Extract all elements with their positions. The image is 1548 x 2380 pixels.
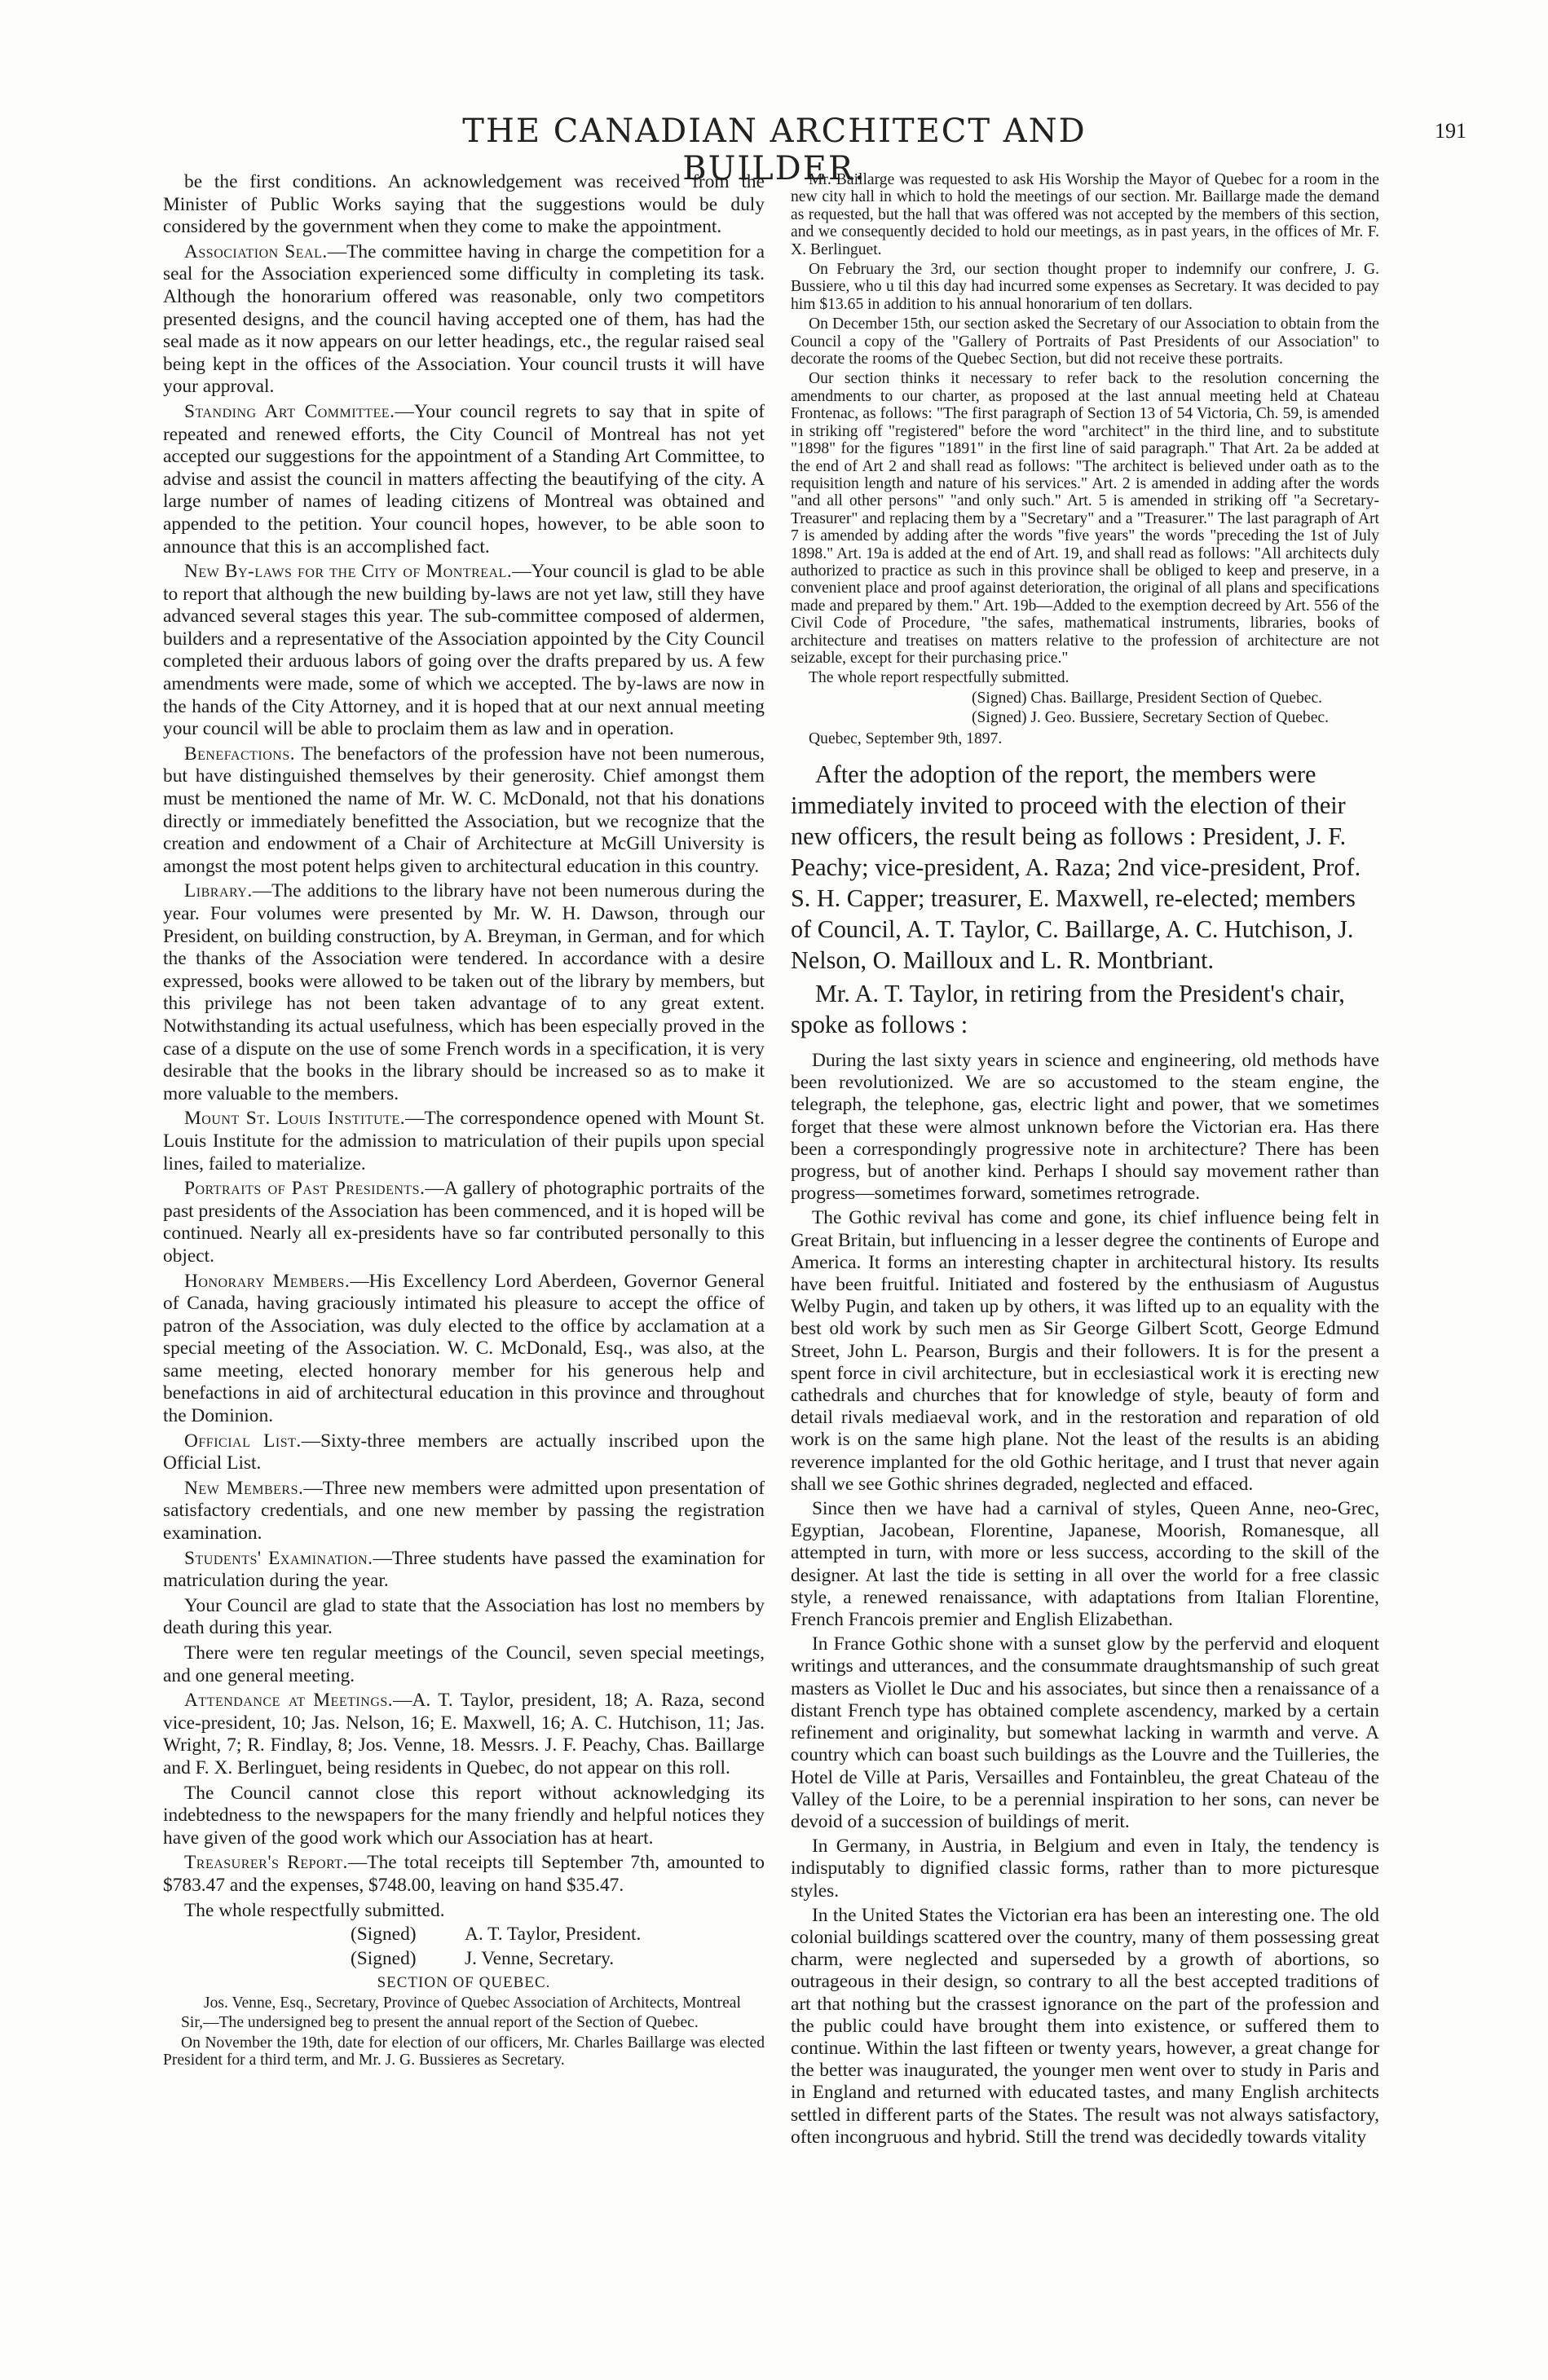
paragraph: Treasurer's Report.—The total receipts till September 7th, amounted to $783.47 and the expenses, $748.00, leaving on hand $35.47.: [163, 1852, 765, 1896]
section-heading: Mount St. Louis Institute.: [184, 1108, 406, 1130]
section-heading: Official List.: [184, 1430, 302, 1452]
paragraph: New Members.—Three new members were admitted upon presentation of satisfactory credentials, and one new member by passing the registration examination.: [163, 1477, 765, 1545]
paragraph: On February the 3rd, our section thought proper to indemnify our confrere, J. G. Bussiere, who u til this day had incurred some expenses as Secretary. It was decided to pay him $13.65 in addition to his annual honorarium of ten dollars.: [791, 261, 1379, 313]
paragraph: The Gothic revival has come and gone, its chief influence being felt in Great Britain, but influencing in a lesser degree the continents of Europe and America. It forms an interesting chapter in architectural history. Its results have been fruitful. Initiated and fostered by the enthusiasm of Augustus Welby Pugin, and taken up by others, it was lifted up to an equality with the best old work by such men as Sir George Gilbert Scott, George Edmund Street, John L. Pearson, Burgis and their followers. It is for the present a spent force in civil architecture, but in ecclesiastical work it is erecting new cathedrals and churches that for knowledge of style, beauty of form and detail rivals mediaeval work, and in the restoration and reparation of old work is on the same high plane. Not the least of the results is an abiding reverence implanted for the old Gothic heritage, and I trust that never again shall we see Gothic shrines degraded, neglected and effaced.: [791, 1207, 1379, 1495]
paragraph: Your Council are glad to state that the Association has lost no members by death during this year.: [163, 1594, 765, 1639]
election-summary: [791, 759, 1379, 1040]
paragraph: On December 15th, our section asked the Secretary of our Association to obtain from the Council a copy of the "Gallery of Portraits of Past Presidents of our Association" to decorate the rooms of the Quebec Section, but did not receive these portraits.: [791, 315, 1379, 368]
paragraph: Our section thinks it necessary to refer back to the resolution concerning the amendments to our charter, as proposed at the last annual meeting held at Chateau Frontenac, as follows: "The first paragraph of Section 13 of 54 Victoria, Ch. 59, is amended in striking off "registered" before the word "architect" in the third line, and to substitute "1898" for the figures "1891" in the first line of said paragraph." That Art. 2a be added at the end of Art 2 and shall read as follows: "The architect is believed under oath as to the requisition length and nature of his services." Art. 2 is amended in adding after the words "and all other persons" "and only such." Art. 5 is amended in striking off "a Secretary-Treasurer" and replacing them by a "Secretary" and a "Treasurer." The last paragraph of Art 7 is amended by adding after the words "five years" the words "preceding the 1st of July 1898." Art. 19a is added at the end of Art. 19, and shall read as follows: "All architects duly authorized to practice as such in this province shall be obliged to keep and preserve, in a convenient place and proof against deterioration, the original of all plans and specifications made and prepared by them." Art. 19b—Added to the exemption decreed by Art. 556 of the Civil Code of Procedure, "the safes, mathematical instruments, libraries, books of architecture and treatises on matters relative to the profession of architecture are not seizable, except for their purchasing price.": [791, 370, 1379, 667]
paragraph: During the last sixty years in science and engineering, old methods have been revolutionized. We are so accustomed to the steam engine, the telegraph, the telephone, gas, electric light and power, that we sometimes forget that these were almost unknown before the Victorian era. Has there been a correspondingly progressive note in architecture? There has been progress, but of another kind. Perhaps I should say movement rather than progress—sometimes forward, sometimes retrograde.: [791, 1050, 1379, 1205]
section-heading: Library.: [184, 880, 253, 902]
date-line: Quebec, September 9th, 1897.: [809, 729, 1003, 747]
paragraph: The Council cannot close this report without acknowledging its indebtedness to the newspapers for the many friendly and helpful notices they have given of the good work which our Association has at heart.: [163, 1782, 765, 1849]
page-header: [0, 112, 1548, 187]
paragraph: Benefactions. The benefactors of the profession have not been numerous, but have distinguished themselves by their generosity. Chief amongst them must be mentioned the name of Mr. W. C. McDonald, not that his donations directly or immediately benefitted the Association, but we recognize that the creation and endowment of a Chair of Architecture at McGill University is amongst the most potent helps given to architectural education in this country.: [163, 743, 765, 877]
section-heading: Treasurer's Report.: [184, 1852, 348, 1874]
section-heading: Benefactions.: [184, 743, 296, 765]
paragraph: Honorary Members.—His Excellency Lord Aberdeen, Governor General of Canada, having graciously intimated his pleasure to accept the office of patron of the Association, was duly elected to the office by acclamation at a special meeting of the Association. W. C. McDonald, Esq., was also, at the same meeting, elected honorary member for his generous help and benefactions in aid of architectural education in this province and throughout the Dominion.: [163, 1270, 765, 1427]
paragraph: Portraits of Past Presidents.—A gallery of photographic portraits of the past presidents of the Association has been commenced, and it is hoped will be continued. Nearly all ex-presidents have so far contributed personally to this object.: [163, 1178, 765, 1267]
section-heading: Standing Art Committee.: [184, 400, 395, 422]
paragraph: Standing Art Committee.—Your council regrets to say that in spite of repeated and renewed efforts, the City Council of Montreal has not yet accepted our suggestions for the appointment of a Standing Art Committee, to advise and assist the council in matters affecting the beautifying of the city. A large number of names of leading citizens of Montreal was obtained and appended to the petition. Your council hopes, however, to be able soon to announce that this is an accomplished fact.: [163, 400, 765, 558]
page-number: 191: [1435, 119, 1466, 143]
address-line: Jos. Venne, Esq., Secretary, Province of Quebec Association of Architects, Montreal: [204, 1994, 741, 2012]
quebec-report: [791, 171, 1379, 747]
section-heading: Association Seal.: [184, 240, 328, 262]
paragraph: In France Gothic shone with a sunset glow by the perfervid and eloquent writings and utterances, and the consummate draughtsmanship of such great masters as Viollet le Duc and his associates, but since then a renaissance of a distant French type has obtained complete ascendency, marked by a certain refinement and originality, but somewhat lacking in warmth and verve. A country which can boast such buildings as the Louvre and the Tuilleries, the Hotel de Ville at Paris, Versailles and Fontainbleu, the great Chateau of the Valley of the Loire, to be a perennial inspiration to her sons, can never be devoid of a succession of buildings of merit.: [791, 1633, 1379, 1832]
paragraph: Mr. A. T. Taylor, in retiring from the President's chair, spoke as follows :: [791, 980, 1345, 1038]
signature-line: (Signed) Chas. Baillarge, President Section of Quebec.: [972, 689, 1323, 707]
paragraph: Sir,—The undersigned beg to present the annual report of the Section of Quebec.: [181, 2014, 699, 2032]
paragraph: Library.—The additions to the library have not been numerous during the year. Four volumes were presented by Mr. W. H. Dawson, through our President, on building construction, by A. Breyman, in German, and for which the thanks of the Association were tendered. In accordance with a desire expressed, books were allowed to be taken out of the library by members, but this privilege has not been taken advantage of to any great extent. Notwithstanding its actual usefulness, which has been especially proved in the case of a dispute on the use of some French words in a specification, it is very desirable that the books in the library should be increased so as to make it more valuable to the members.: [163, 880, 765, 1104]
paragraph: In Germany, in Austria, in Belgium and even in Italy, the tendency is indisputably to dignified classic forms, rather than to more picturesque styles.: [791, 1836, 1379, 1902]
section-heading: Students' Examination.: [184, 1547, 373, 1569]
section-title: SECTION OF QUEBEC.: [377, 1974, 551, 1992]
paragraph: Official List.—Sixty-three members are actually inscribed upon the Official List.: [163, 1430, 765, 1474]
quebec-letter: [163, 1994, 765, 2069]
paragraph: Mount St. Louis Institute.—The correspondence opened with Mount St. Louis Institute for the admission to matriculation of their pupils upon special lines, failed to materialize.: [163, 1108, 765, 1175]
paragraph: be the first conditions. An acknowledgement was received from the Minister of Public Works saying that the suggestions would be duly considered by the government when they come to make the appointment.: [163, 171, 765, 238]
right-column: [791, 171, 1379, 2149]
paragraph: There were ten regular meetings of the Council, seven special meetings, and one general meeting.: [163, 1642, 765, 1686]
paragraph: After the adoption of the report, the members were immediately invited to proceed with the election of their new officers, the result being as follows : President, J. F. Peachy; vice-president, A. Raza; 2nd vice-president, Prof. S. H. Capper; treasurer, E. Maxwell, re-elected; members of Council, A. T. Taylor, C. Baillarge, A. C. Hutchison, J. Nelson, O. Mailloux and L. R. Montbriant.: [791, 760, 1361, 974]
left-column: [163, 171, 765, 2069]
presidential-address: [791, 1050, 1379, 2149]
signature-line: (Signed) J. Geo. Bussiere, Secretary Section of Quebec.: [972, 709, 1330, 727]
section-heading: Portraits of Past Presidents.: [184, 1178, 426, 1200]
signature-line: (Signed) J. Venne, Secretary.: [351, 1947, 615, 1969]
signature-line: (Signed) A. T. Taylor, President.: [351, 1924, 642, 1946]
paragraph: On November the 19th, date for election of our officers, Mr. Charles Baillarge was elected President for a third term, and Mr. J. G. Bussieres as Secretary.: [163, 2034, 765, 2069]
paragraph: Association Seal.—The committee having in charge the competition for a seal for the Association experienced some difficulty in completing its task. Although the honorarium offered was reasonable, only two competitors presented designs, and the council having accepted one of them, has had the seal made as it now appears on our letter headings, etc., the regular raised seal being kept in the offices of the Association. Your council trusts it will have your approval.: [163, 240, 765, 398]
masthead-title: THE CANADIAN ARCHITECT AND BUILDER.: [462, 112, 1087, 187]
paragraph: In the United States the Victorian era has been an interesting one. The old colonial buildings scattered over the country, many of them possessing great charm, were neglected and superseded by a growth of abortions, so outrageous in their design, so contrary to all the best accepted traditions of art that nothing but the crassest ignorance on the part of the profession and the public could have brought them into existence, or suffered them to continue. Within the last fifteen or twenty years, however, a great change for the better was inaugurated, the younger men went over to study in Paris and in England and returned with educated tastes, and many English architects settled in different parts of the States. The result was not always satisfactory, often incongruous and hybrid. Still the trend was decidedly towards vitality: [791, 1904, 1379, 2148]
paragraph: Mr. Baillarge was requested to ask His Worship the Mayor of Quebec for a room in the new city hall in which to hold the meetings of our section. Mr. Baillarge made the demand as requested, but the hall that was offered was not accepted by the members of this section, and we consequently decided to hold our meetings, as in past years, in the offices of Mr. F. X. Berlinguet.: [791, 171, 1379, 258]
paragraph: The whole respectfully submitted.: [184, 1899, 445, 1921]
paragraph: Since then we have had a carnival of styles, Queen Anne, neo-Grec, Egyptian, Jacobean, Florentine, Japanese, Moorish, Romanesque, all attempted in turn, with more or less success, according to the skill of the designer. At last the tide is setting in all over the world for a free classic style, a renewed renaissance, with adaptations from Italian Florentine, French Francois premier and English Elizabethan.: [791, 1498, 1379, 1631]
section-heading: Attendance at Meetings.: [184, 1690, 394, 1712]
paragraph: New By-laws for the City of Montreal.—Your council is glad to be able to report that although the new building by-laws are not yet law, still they have advanced several stages this year. The sub-committee composed of aldermen, builders and a representative of the Association appointed by the City Council completed their arduous labors of going over the drafts prepared by us. A few amendments were made, some of which we accepted. The by-laws are now in the hands of the City Attorney, and it is hoped that at our next annual meeting your council will be able to proclaim them as law and in operation.: [163, 561, 765, 740]
section-heading: Honorary Members.: [184, 1270, 351, 1292]
paragraph: Students' Examination.—Three students have passed the examination for matriculation during the year.: [163, 1547, 765, 1592]
paragraph: The whole report respectfully submitted.: [809, 669, 1069, 687]
section-heading: New By-laws for the City of Montreal.: [184, 561, 513, 583]
section-heading: New Members.: [184, 1477, 304, 1499]
paragraph: Attendance at Meetings.—A. T. Taylor, president, 18; A. Raza, second vice-president, 10; Jas. Nelson, 16; E. Maxwell, 16; A. C. Hutchison, 11; Jas. Wright, 7; R. Findlay, 8; Jos. Venne, 18. Messrs. J. F. Peachy, Chas. Baillarge and F. X. Berlinguet, being residents in Quebec, do not appear on this roll.: [163, 1690, 765, 1778]
